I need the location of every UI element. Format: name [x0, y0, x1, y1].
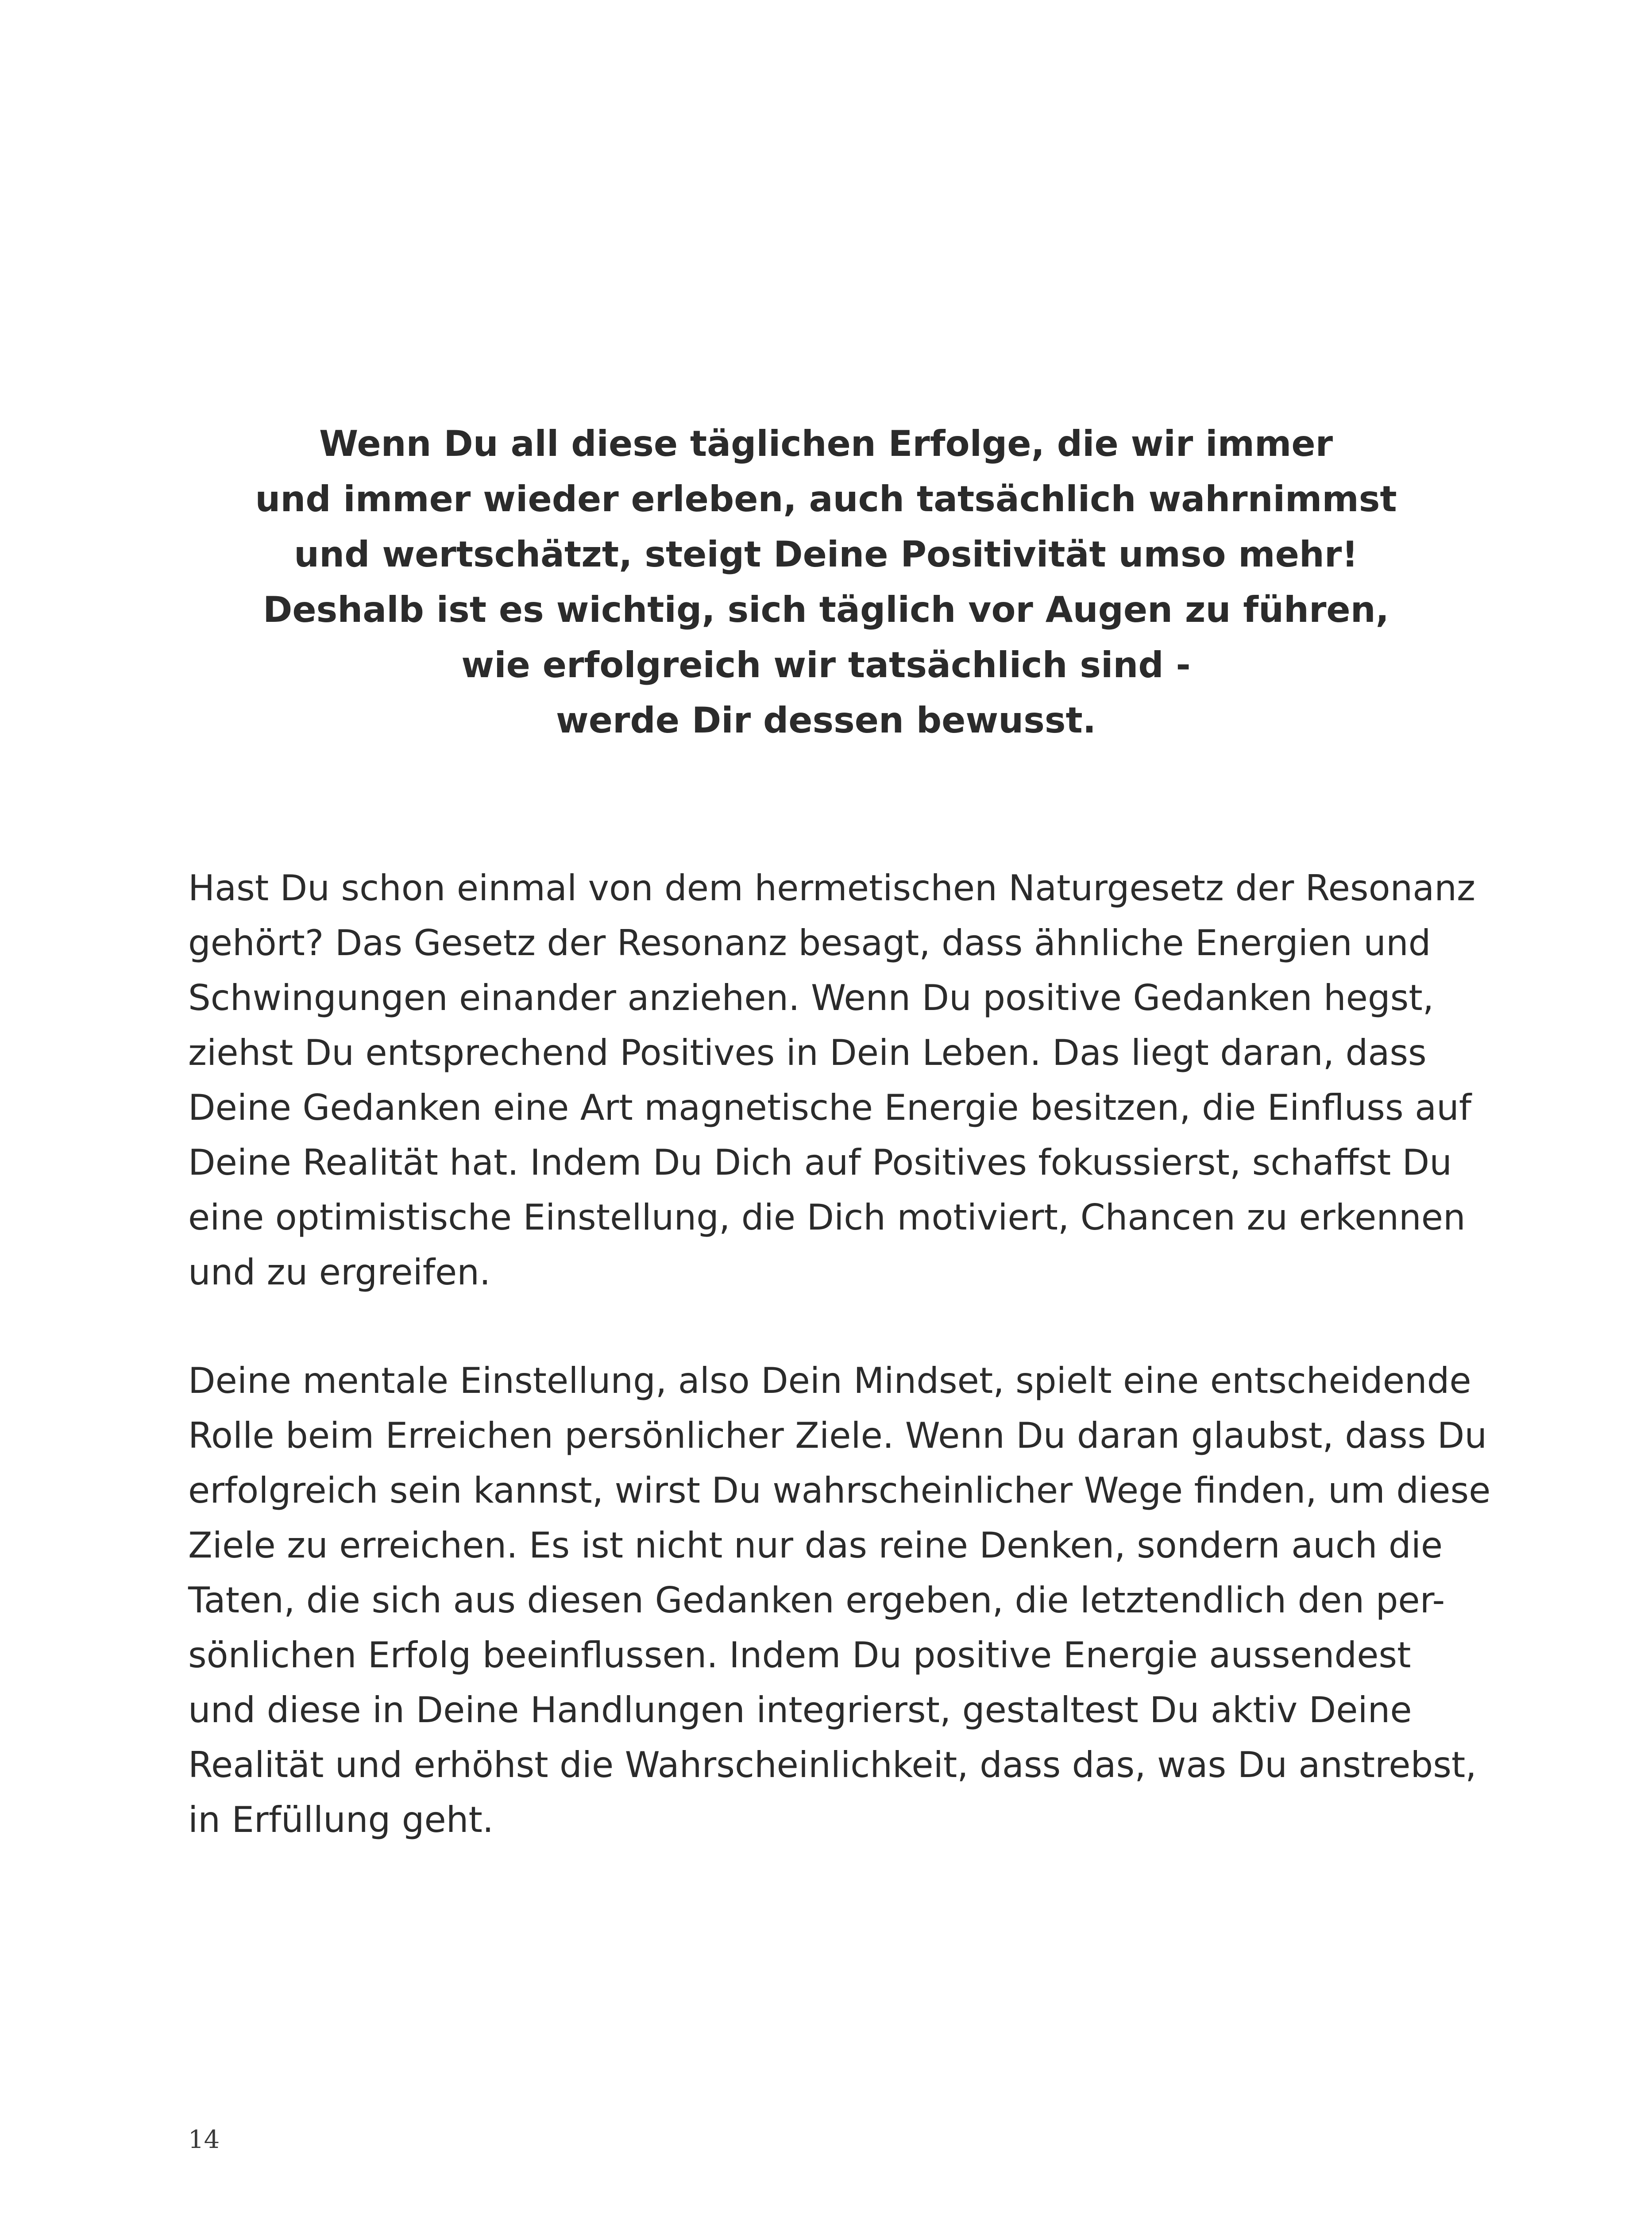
paragraph-line: Deine Realität hat. Indem Du Dich auf Positives fokussierst, schaffst Du	[188, 1142, 1452, 1183]
paragraph-line: Deine Gedanken eine Art magnetische Energie besitzen, die Einfluss auf	[188, 1087, 1471, 1128]
paragraph-line: sönlichen Erfolg beeinflussen. Indem Du positive Energie aussendest	[188, 1635, 1411, 1676]
paragraph-line: erfolgreich sein kannst, wirst Du wahrscheinlicher Wege finden, um diese	[188, 1470, 1491, 1511]
intro-line: werde Dir dessen bewusst.	[556, 700, 1096, 741]
paragraph-line: eine optimistische Einstellung, die Dich motiviert, Chancen zu erkennen	[188, 1197, 1466, 1238]
page-number: 14	[188, 2125, 220, 2154]
intro-line: Wenn Du all diese täglichen Erfolge, die wir immer	[319, 423, 1333, 464]
intro-quote	[0, 416, 1652, 748]
intro-line: und immer wieder erleben, auch tatsächlich wahrnimmst	[255, 478, 1397, 520]
paragraph-line: Ziele zu erreichen. Es ist nicht nur das reine Denken, sondern auch die	[188, 1525, 1443, 1566]
intro-line: wie erfolgreich wir tatsächlich sind -	[461, 644, 1191, 686]
intro-line: Deshalb ist es wichtig, sich täglich vor Augen zu führen,	[262, 589, 1390, 630]
paragraph-line: gehört? Das Gesetz der Resonanz besagt, dass ähnliche Energien und	[188, 922, 1431, 964]
paragraph-line: und diese in Deine Handlungen integrierst, gestaltest Du aktiv Deine	[188, 1689, 1412, 1731]
paragraph-resonance	[188, 861, 1481, 1300]
paragraph-line: Deine mentale Einstellung, also Dein Mindset, spielt eine entscheidende	[188, 1360, 1471, 1401]
paragraph-line: Rolle beim Erreichen persönlicher Ziele. Wenn Du daran glaubst, dass Du	[188, 1415, 1487, 1456]
paragraph-line: Schwingungen einander anziehen. Wenn Du positive Gedanken hegst,	[188, 977, 1434, 1018]
intro-line: und wertschätzt, steigt Deine Positivität umso mehr!	[294, 534, 1358, 575]
paragraph-line: und zu ergreifen.	[188, 1252, 491, 1293]
paragraph-mindset	[188, 1353, 1491, 1847]
paragraph-line: Realität und erhöhst die Wahrscheinlichkeit, dass das, was Du anstrebst,	[188, 1744, 1477, 1785]
paragraph-line: in Erfüllung geht.	[188, 1799, 494, 1840]
paragraph-line: ziehst Du entsprechend Positives in Dein Leben. Das liegt daran, dass	[188, 1032, 1427, 1073]
paragraph-line: Hast Du schon einmal von dem hermetischen Naturgesetz der Resonanz	[188, 867, 1475, 909]
paragraph-line: Taten, die sich aus diesen Gedanken ergeben, die letztendlich den per-	[188, 1580, 1445, 1621]
